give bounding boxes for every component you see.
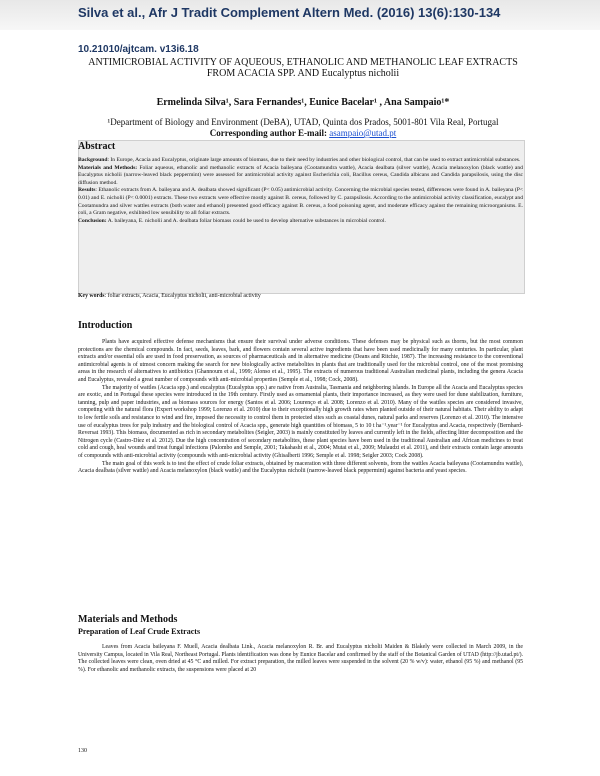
abstract-results: Results: Ethanolic extracts from A. baileyana and A. dealbata showed significant (P< 0.05) antimicrobial activity. Concerning the microbial species tested, differences were found in A. baileyana (P< 0.01) and E. nicholii (P< 0.0001) extracts. These two extracts were effective mostly against B. cereus, followed by C. parapsilosis. According to the antimicrobial activity classification, eucalypt and Cootamundra and silver wattles extracts (both water and ethanol) presented good efficacy against B. cereus, a food poisoning agent, and moderate efficacy against the remaining microorganisms. E. coli, a Gram negative, exhibited low sensibility to all foliar extracts. xyxy=(78,187,523,217)
intro-paragraph-2: The majority of wattles (Acacia spp.) and eucalyptus (Eucalyptus spp.) are native from Australia, Tasmania and neighboring islands. In Europe all the Acacia and Eucalyptus species are exotic, and in Portugal these species were introduced in the 19th century. Firstly used as ornamental plants, their importance increased, as they were used for dune stabilization, furniture, tanning, pulp and paper industries, and as biomass sources for energy (Santos et al. 2006; Lourenço et al. 2008; Lorenzo et al. 2010). Many of the wattles species are considered invasive, competing with the natural flora (Expert workshop 1999; Lorenzo et al. 2010) due to their exceptionally high growth rates when planted outside of their natural habitats. Their ability to adapt to low fertile soils and resistance to wind and fire, imposed the necessity to control them in protected sites such as coastal dunes, natural parks and reserves (Lorenzo et al. 2010). The intensive use of eucalyptus trees for pulp industry and the biological control of Acacia spp., generate high quantities of biomass, 5 to 10 t ha⁻¹.year⁻¹ for Eucalyptus and Acacia, respectively (Bernhard-Reversat 1993). This biomass, documented as rich in secondary metabolites (Seigler, 2003) is mainly constituted by leaves and currently left in the fields, affecting litter decomposition and the Nitrogen cycle (Castro-Díez et al. 2012). Due the high concentration of secondary metabolites, these plant species have been used in the traditional Australian and African medicines to treat cold and cough, heal wounds and treat fungal infections (Palombo and Semple, 2001; Takahashi et al., 2004; Mutai et al., 2009; Mulaudzi et al. 2011), and their extracts contain large amounts of compounds with anti-microbial activity (compounds with anti-microbial activity (Ghisalberti 1996; Semple et al. 1998; Seigler 2003; Cock 2008). xyxy=(78,384,523,459)
journal-header-bar xyxy=(0,0,600,30)
page-number: 130 xyxy=(78,748,87,754)
corresponding-author xyxy=(78,128,528,139)
methods-body xyxy=(78,644,523,674)
abstract-conclusion: Conclusion: A. baileyana, E. nicholii and A. dealbata foliar biomass could be used to develop alternative substances in microbial control. xyxy=(78,217,386,224)
keywords-text: : foliar extracts, Acacia, Eucalyptus nicholii, anti-microbial activity xyxy=(104,293,261,299)
abstract-text xyxy=(78,157,523,225)
article-title xyxy=(78,57,528,79)
abstract-methods: Materials and Methods: Foliar aqueous, ethanolic and methanolic extracts of Acacia baileyana (Cootamundra wattle), Acacia dealbata (silver wattle), Acacia melanoxylon (black wattle) and Eucalyptus nicholii (narrow-leaved black peppermint) were assessed for antimicrobial activity against Escherichia coli, Bacillus cereus, Candida albicans and Candida parapsilosis, using the disc diffusion method. xyxy=(78,164,523,186)
introduction-heading: Introduction xyxy=(78,320,133,331)
keywords xyxy=(78,293,523,299)
title-line-1: ANTIMICROBIAL ACTIVITY OF AQUEOUS, ETHANOLIC AND METHANOLIC LEAF EXTRACTS xyxy=(88,57,518,68)
intro-paragraph-1: Plants have acquired effective defense mechanisms that ensure their survival under adverse conditions. These defenses may be physical such as thorns, but the most common protections are the chemical compounds. In fact, seeds, leaves, bark, and flowers contain several active ingredients that have been used medicinally for many centuries. In particular, plant extracts and/or essential oils are used in food preservation, as sources of pharmaceuticals and in alternative medicine (Deans and Ritchie, 1987). The increasing resistance to the conventional antimicrobial agents is of utmost concern making the search for new biologically active metabolites in plants that are traditionally used for the microbial control, one of the most promising areas in the research of alternatives to antibiotics (Ghannoum et al., 1999; Alonso et al., 1995). The extracts of numerous traditional Australian medicinal plants, including the genera Acacia and Eucalyptus, revealed a great number of compounds with anti-microbial properties (Semple et al., 1998; Cock, 2008). xyxy=(78,339,523,383)
affiliation: ¹Department of Biology and Environment (DeBA), UTAD, Quinta dos Prados, 5001-801 Vila Real, Portugal xyxy=(107,117,499,127)
keywords-label: Key words xyxy=(78,293,105,299)
title-line-2: FROM ACACIA SPP. AND Eucalyptus nicholii xyxy=(206,68,400,79)
methods-paragraph-1: Leaves from Acacia baileyana F. Muell, Acacia dealbata Link., Acacia melanoxylon R. Br. and Eucalyptus nicholii Maiden & Blakely were collected in March 2009, in the University Campus, located in Vila Real, Northeast Portugal. Plants identification was done by Eunice Bacelar and confirmed by the staff of the Botanical Garden of UTAD (http://jb.utad.pt/). The collected leaves were clean, oven dried at 45 °C and milled. For extract preparation, the milled leaves were suspended in the solvent (20 % w/v): water, ethanol (95 %) and methanol (95 %). For ethanolic and methanolic extracts, the suspensions were placed at 20 xyxy=(78,644,523,673)
introduction-body xyxy=(78,339,523,476)
intro-paragraph-3: The main goal of this work is to test the effect of crude foliar extracts, obtained by maceration with three different solvents, from the wattles Acacia baileyana (Cootamundra wattle), Acacia dealbata (silver wattle) and Acacia melanoxylon (black wattle) and the Eucalyptus nicholii (narrow-leaved black peppermint) against bacteria and yeast species. xyxy=(78,460,523,475)
affiliation-block xyxy=(78,117,528,139)
corresponding-label: Corresponding author E-mail: xyxy=(209,128,327,138)
doi[interactable]: 10.21010/ajtcam. v13i6.18 xyxy=(78,44,199,55)
methods-heading: Materials and Methods xyxy=(78,614,178,625)
author-list: Ermelinda Silva¹, Sara Fernandes¹, Eunice Bacelar¹ , Ana Sampaio¹* xyxy=(156,97,450,108)
abstract-heading: Abstract xyxy=(78,141,116,152)
corresponding-email-link[interactable]: asampaio@utad.pt xyxy=(329,128,397,138)
journal-citation: Silva et al., Afr J Tradit Complement Altern Med. (2016) 13(6):130-134 xyxy=(78,5,501,20)
abstract-background: Background: In Europe, Acacia and Eucalyptus, originate large amounts of biomass, due to their need by industries and other biological control, that can be used to extract antimicrobial substances. xyxy=(78,157,521,163)
methods-subheading: Preparation of Leaf Crude Extracts xyxy=(78,627,201,636)
